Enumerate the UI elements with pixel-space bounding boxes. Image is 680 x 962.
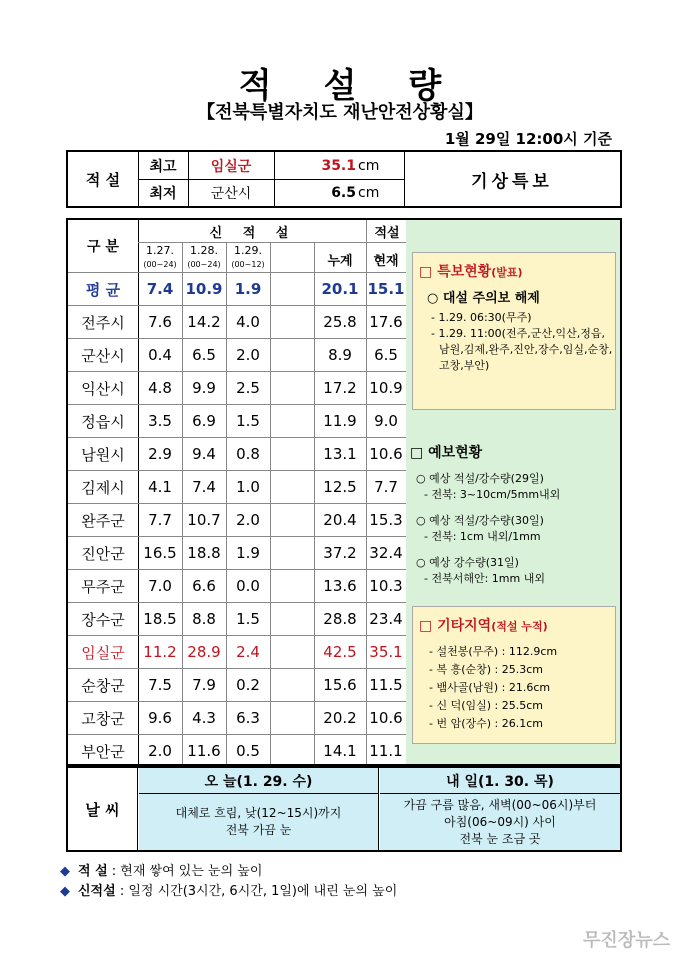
cell-d2: 6.9 (192, 412, 216, 430)
forecast-sub-3: - 전북서해안: 1mm 내외 (424, 572, 545, 585)
table-row (68, 371, 406, 404)
cell-cum: 14.1 (323, 742, 357, 760)
cell-d3: 0.2 (236, 676, 260, 694)
cell-d3: 2.0 (236, 346, 260, 364)
forecast-head-1: ○ 예상 적설/강수량(29일) (416, 472, 544, 485)
note-2: ◆ 신적설 : 일정 시간(3시간, 6시간, 1일)에 내린 눈의 높이 (60, 884, 398, 899)
cell-cur: 10.6 (369, 445, 403, 463)
table-row (68, 569, 406, 602)
cell-d3: 2.5 (236, 379, 260, 397)
cell-cum: 20.2 (323, 709, 357, 727)
forecast-title: □ 예보현황 (410, 445, 483, 461)
table-row (68, 404, 406, 437)
cell-d3: 1.5 (236, 412, 260, 430)
cell-cur: 15.1 (367, 280, 405, 298)
cell-d2: 11.6 (187, 742, 221, 760)
special-line-1: - 1.29. 06:30(무주) (431, 311, 532, 324)
cell-name: 김제시 (81, 478, 125, 497)
cell-d1: 4.1 (148, 478, 172, 496)
other-region-title: □ 기타지역(적설 누적) (419, 618, 548, 634)
special-warning-label: 기상특보 (471, 171, 553, 192)
cell-cur: 7.7 (374, 478, 398, 496)
special-status-box (412, 252, 616, 410)
cell-cur: 10.9 (369, 379, 403, 397)
min-place: 군산시 (210, 185, 252, 202)
special-line-4: 고창,부안) (439, 359, 490, 372)
cell-cum: 13.6 (323, 577, 357, 595)
cell-d1: 3.5 (148, 412, 172, 430)
cell-d1: 2.0 (148, 742, 172, 760)
date-2: 1.28. (190, 243, 218, 257)
table-row (68, 338, 406, 371)
cell-name: 평 균 (85, 280, 121, 299)
col-current: 현재 (373, 253, 399, 269)
cell-cum: 20.4 (323, 511, 357, 529)
forecast-head-2: ○ 예상 적설/강수량(30일) (416, 514, 544, 527)
cell-cur: 9.0 (374, 412, 398, 430)
cell-d2: 10.9 (185, 280, 223, 298)
col-new-snow: 신 적 설 (209, 225, 297, 241)
watermark: 무진장뉴스 (583, 930, 670, 951)
other-line-4: - 신 덕(임실) : 25.5cm (429, 699, 544, 712)
table-row (68, 503, 406, 536)
cell-d3: 2.0 (236, 511, 260, 529)
special-status-title: □ 특보현황(발표) (419, 264, 523, 280)
cell-cum: 17.2 (323, 379, 357, 397)
cell-d1: 18.5 (143, 610, 177, 628)
cell-name: 군산시 (81, 346, 125, 365)
table-row (68, 701, 406, 734)
reference-time: 1월 29일 12:00시 기준 (444, 130, 612, 148)
cell-d1: 7.5 (148, 676, 172, 694)
cell-cur: 10.6 (369, 709, 403, 727)
cell-d2: 10.7 (187, 511, 221, 529)
table-row (68, 437, 406, 470)
special-status-item: ○ 대설 주의보 해제 (427, 291, 540, 306)
tomorrow-body: 가끔 구름 많음, 새벽(00~06시)부터 아침(06~09시) 사이 전북 눈 조금 곳 (380, 794, 620, 850)
cell-d1: 7.6 (148, 313, 172, 331)
table-row (68, 635, 406, 668)
date-range-2: (00~24) (187, 259, 221, 269)
col-snow: 적설 (374, 225, 400, 241)
col-gubun: 구 분 (87, 239, 119, 255)
cell-cum: 11.9 (323, 412, 357, 430)
cell-d1: 7.7 (148, 511, 172, 529)
date-1: 1.27. (146, 243, 174, 257)
page-subtitle: 【전북특별자치도 재난안전상황실】 (197, 102, 483, 123)
cell-cur: 11.5 (369, 676, 403, 694)
cell-d3: 1.9 (236, 544, 260, 562)
cell-d3: 0.8 (236, 445, 260, 463)
table-row (68, 602, 406, 635)
cell-d1: 7.0 (148, 577, 172, 595)
cell-d3: 1.0 (236, 478, 260, 496)
cell-d1: 16.5 (143, 544, 177, 562)
date-range-3: (00~12) (231, 259, 265, 269)
cell-name: 익산시 (81, 379, 125, 398)
other-region-box (412, 606, 616, 744)
cell-cur: 11.1 (369, 742, 403, 760)
cell-d2: 7.4 (192, 478, 216, 496)
table-row (68, 470, 406, 503)
cell-cur: 10.3 (369, 577, 403, 595)
cell-name: 순창군 (81, 676, 125, 695)
cell-d2: 28.9 (187, 643, 221, 661)
cell-name: 남원시 (81, 445, 125, 464)
snow-table (66, 218, 622, 766)
diamond-icon: ◆ (60, 864, 70, 879)
table-row (68, 272, 406, 305)
cell-d3: 1.9 (234, 280, 262, 298)
min-label: 최저 (149, 185, 177, 202)
cell-name: 정읍시 (81, 412, 125, 431)
today-head: 오 늘(1. 29. 수) (139, 768, 379, 794)
cell-d2: 6.5 (192, 346, 216, 364)
cell-name: 부안군 (81, 742, 125, 761)
cell-d3: 0.5 (236, 742, 260, 760)
cell-cur: 32.4 (369, 544, 403, 562)
date-range-1: (00~24) (143, 259, 177, 269)
cell-name: 진안군 (81, 544, 125, 563)
max-unit: cm (358, 157, 380, 174)
min-unit: cm (358, 184, 380, 201)
cell-d2: 9.9 (192, 379, 216, 397)
cell-name: 임실군 (81, 643, 125, 662)
cell-cum: 12.5 (323, 478, 357, 496)
cell-cum: 13.1 (323, 445, 357, 463)
cell-d2: 6.6 (192, 577, 216, 595)
cell-d3: 6.3 (236, 709, 260, 727)
cell-cur: 17.6 (369, 313, 403, 331)
col-cumulative: 누계 (327, 253, 353, 269)
cell-d1: 9.6 (148, 709, 172, 727)
cell-d2: 9.4 (192, 445, 216, 463)
cell-name: 완주군 (81, 511, 125, 530)
other-line-1: - 설천봉(무주) : 112.9cm (429, 645, 558, 658)
summary-box (66, 150, 622, 208)
cell-cum: 20.1 (321, 280, 359, 298)
cell-cum: 15.6 (323, 676, 357, 694)
special-line-2: - 1.29. 11:00(전주,군산,익산,정읍, (431, 327, 605, 340)
cell-d3: 0.0 (236, 577, 260, 595)
summary-label: 적 설 (85, 170, 121, 189)
cell-d2: 4.3 (192, 709, 216, 727)
cell-cur: 35.1 (369, 643, 403, 661)
weather-box (66, 766, 622, 852)
special-line-3: 남원,김제,완주,진안,장수,임실,순창, (439, 343, 613, 356)
cell-cur: 23.4 (369, 610, 403, 628)
forecast-sub-1: - 전북: 3~10cm/5mm내외 (424, 488, 561, 501)
cell-cum: 25.8 (323, 313, 357, 331)
cell-cum: 8.9 (328, 346, 352, 364)
forecast-sub-2: - 전북: 1cm 내외/1mm (424, 530, 541, 543)
forecast-head-3: ○ 예상 강수량(31일) (416, 556, 519, 569)
tomorrow-head: 내 일(1. 30. 목) (380, 768, 620, 794)
table-row (68, 668, 406, 701)
weather-label: 날 씨 (68, 768, 138, 850)
other-line-2: - 복 흥(순창) : 25.3cm (429, 663, 544, 676)
cell-cur: 6.5 (374, 346, 398, 364)
other-line-5: - 번 암(장수) : 26.1cm (429, 717, 544, 730)
table-row (68, 734, 406, 767)
cell-d3: 4.0 (236, 313, 260, 331)
cell-cur: 15.3 (369, 511, 403, 529)
date-3: 1.29. (234, 243, 262, 257)
cell-d3: 1.5 (236, 610, 260, 628)
max-label: 최고 (149, 158, 177, 175)
cell-d1: 11.2 (143, 643, 177, 661)
table-row (68, 305, 406, 338)
cell-d2: 14.2 (187, 313, 221, 331)
page-title: 적설량 (238, 66, 494, 106)
cell-d2: 7.9 (192, 676, 216, 694)
cell-d1: 2.9 (148, 445, 172, 463)
note-1: ◆ 적 설 : 현재 쌓여 있는 눈의 높이 (60, 864, 263, 879)
cell-cum: 42.5 (323, 643, 357, 661)
cell-cum: 28.8 (323, 610, 357, 628)
cell-d2: 18.8 (187, 544, 221, 562)
max-value: 35.1 (321, 157, 356, 174)
cell-name: 무주군 (81, 577, 125, 596)
cell-d3: 2.4 (236, 643, 260, 661)
cell-d1: 7.4 (146, 280, 174, 298)
cell-name: 전주시 (81, 313, 125, 332)
min-value: 6.5 (331, 184, 356, 201)
cell-d1: 0.4 (148, 346, 172, 364)
table-row (68, 536, 406, 569)
info-panel (406, 220, 620, 764)
cell-cum: 37.2 (323, 544, 357, 562)
cell-d1: 4.8 (148, 379, 172, 397)
max-place: 임실군 (210, 158, 252, 175)
other-line-3: - 뱀사골(남원) : 21.6cm (429, 681, 551, 694)
cell-name: 장수군 (81, 610, 125, 629)
cell-d2: 8.8 (192, 610, 216, 628)
today-body: 대체로 흐림, 낮(12~15시)까지 전북 가끔 눈 (139, 794, 379, 850)
diamond-icon: ◆ (60, 884, 70, 899)
cell-name: 고창군 (81, 709, 125, 728)
